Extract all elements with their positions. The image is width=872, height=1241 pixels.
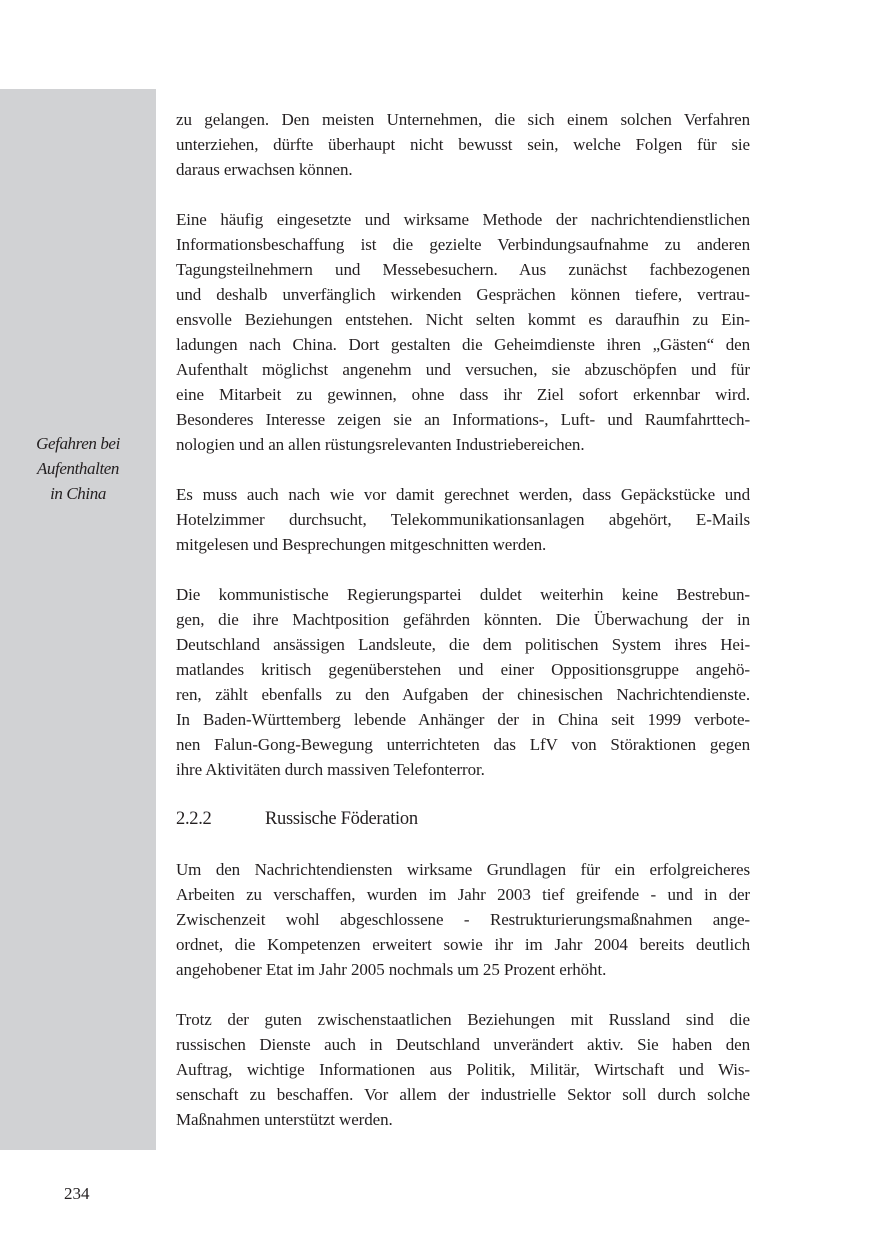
text-line: In Baden-Württemberg lebende Anhänger der in China seit 1999 verbote- — [176, 710, 750, 729]
text-line: Deutschland ansässigen Landsleute, die dem politischen System ihres Hei- — [176, 635, 750, 654]
text-line: daraus erwachsen können. — [176, 160, 353, 179]
text-line: russischen Dienste auch in Deutschland unverändert aktiv. Sie haben den — [176, 1035, 750, 1054]
text-line: senschaft zu beschaffen. Vor allem der industrielle Sektor soll durch solche — [176, 1085, 750, 1104]
main-text — [176, 107, 750, 1157]
section-heading — [176, 807, 750, 832]
text-line: Aufenthalt möglichst angenehm und versuchen, sie abzuschöpfen und für — [176, 360, 750, 379]
text-line: Trotz der guten zwischenstaatlichen Beziehungen mit Russland sind die — [176, 1010, 750, 1029]
text-line: angehobener Etat im Jahr 2005 nochmals um 25 Prozent erhöht. — [176, 960, 607, 979]
text-line: ren, zählt ebenfalls zu den Aufgaben der chinesischen Nachrichtendienste. — [176, 685, 750, 704]
text-line: Um den Nachrichtendiensten wirksame Grundlagen für ein erfolgreicheres — [176, 860, 750, 879]
text-line: nologien und an allen rüstungsrelevanten Industriebereichen. — [176, 435, 585, 454]
text-line: zu gelangen. Den meisten Unternehmen, die sich einem solchen Verfahren — [176, 110, 750, 129]
section-title: Russische Föderation — [265, 809, 418, 829]
paragraph — [176, 207, 750, 457]
text-line: gen, die ihre Machtposition gefährden könnten. Die Überwachung der in — [176, 610, 750, 629]
text-line: Hotelzimmer durchsucht, Telekommunikationsanlagen abgehört, E-Mails — [176, 510, 750, 529]
text-line: unterziehen, dürfte überhaupt nicht bewusst sein, welche Folgen für sie — [176, 135, 750, 154]
page-number: 234 — [64, 1184, 90, 1203]
text-line: mitgelesen und Besprechungen mitgeschnitten werden. — [176, 535, 547, 554]
paragraph — [176, 107, 750, 182]
margin-sidebar — [0, 89, 156, 1150]
section-number: 2.2.2 — [176, 809, 212, 829]
text-line: ordnet, die Kompetenzen erweitert sowie ihr im Jahr 2004 bereits deutlich — [176, 935, 750, 954]
margin-note-line: Aufenthalten — [36, 459, 120, 478]
text-line: Zwischenzeit wohl abgeschlossene - Restrukturierungsmaßnahmen ange- — [176, 910, 750, 929]
text-line: Maßnahmen unterstützt werden. — [176, 1110, 393, 1129]
text-line: Es muss auch nach wie vor damit gerechnet werden, dass Gepäckstücke und — [176, 485, 750, 504]
text-line: eine Mitarbeit zu gewinnen, ohne dass ihr Ziel sofort erkennbar wird. — [176, 385, 750, 404]
paragraph — [176, 582, 750, 782]
text-line: ensvolle Beziehungen entstehen. Nicht selten kommt es daraufhin zu Ein- — [176, 310, 750, 329]
text-line: Besonderes Interesse zeigen sie an Informations-, Luft- und Raumfahrttech- — [176, 410, 750, 429]
paragraph — [176, 1007, 750, 1132]
text-line: Auftrag, wichtige Informationen aus Politik, Militär, Wirtschaft und Wis- — [176, 1060, 750, 1079]
paragraph — [176, 482, 750, 557]
text-line: ihre Aktivitäten durch massiven Telefonterror. — [176, 760, 485, 779]
text-line: Arbeiten zu verschaffen, wurden im Jahr 2003 tief greifende - und in der — [176, 885, 750, 904]
text-line: und deshalb unverfänglich wirkenden Gesprächen können tiefere, vertrau- — [176, 285, 750, 304]
text-line: matlandes kritisch gegenüberstehen und einer Oppositionsgruppe angehö- — [176, 660, 750, 679]
text-line: nen Falun-Gong-Bewegung unterrichteten das LfV von Störaktionen gegen — [176, 735, 750, 754]
margin-note-line: Gefahren bei — [36, 434, 120, 453]
text-line: Tagungsteilnehmern und Messebesuchern. Aus zunächst fachbezogenen — [176, 260, 750, 279]
paragraph — [176, 857, 750, 982]
margin-note-line: in China — [50, 484, 106, 503]
text-line: Eine häufig eingesetzte und wirksame Methode der nachrichtendienstlichen — [176, 210, 750, 229]
text-line: Die kommunistische Regierungspartei duldet weiterhin keine Bestrebun- — [176, 585, 750, 604]
text-line: ladungen nach China. Dort gestalten die Geheimdienste ihren „Gästen“ den — [176, 335, 750, 354]
text-line: Informationsbeschaffung ist die gezielte Verbindungsaufnahme zu anderen — [176, 235, 750, 254]
margin-note — [0, 431, 156, 506]
